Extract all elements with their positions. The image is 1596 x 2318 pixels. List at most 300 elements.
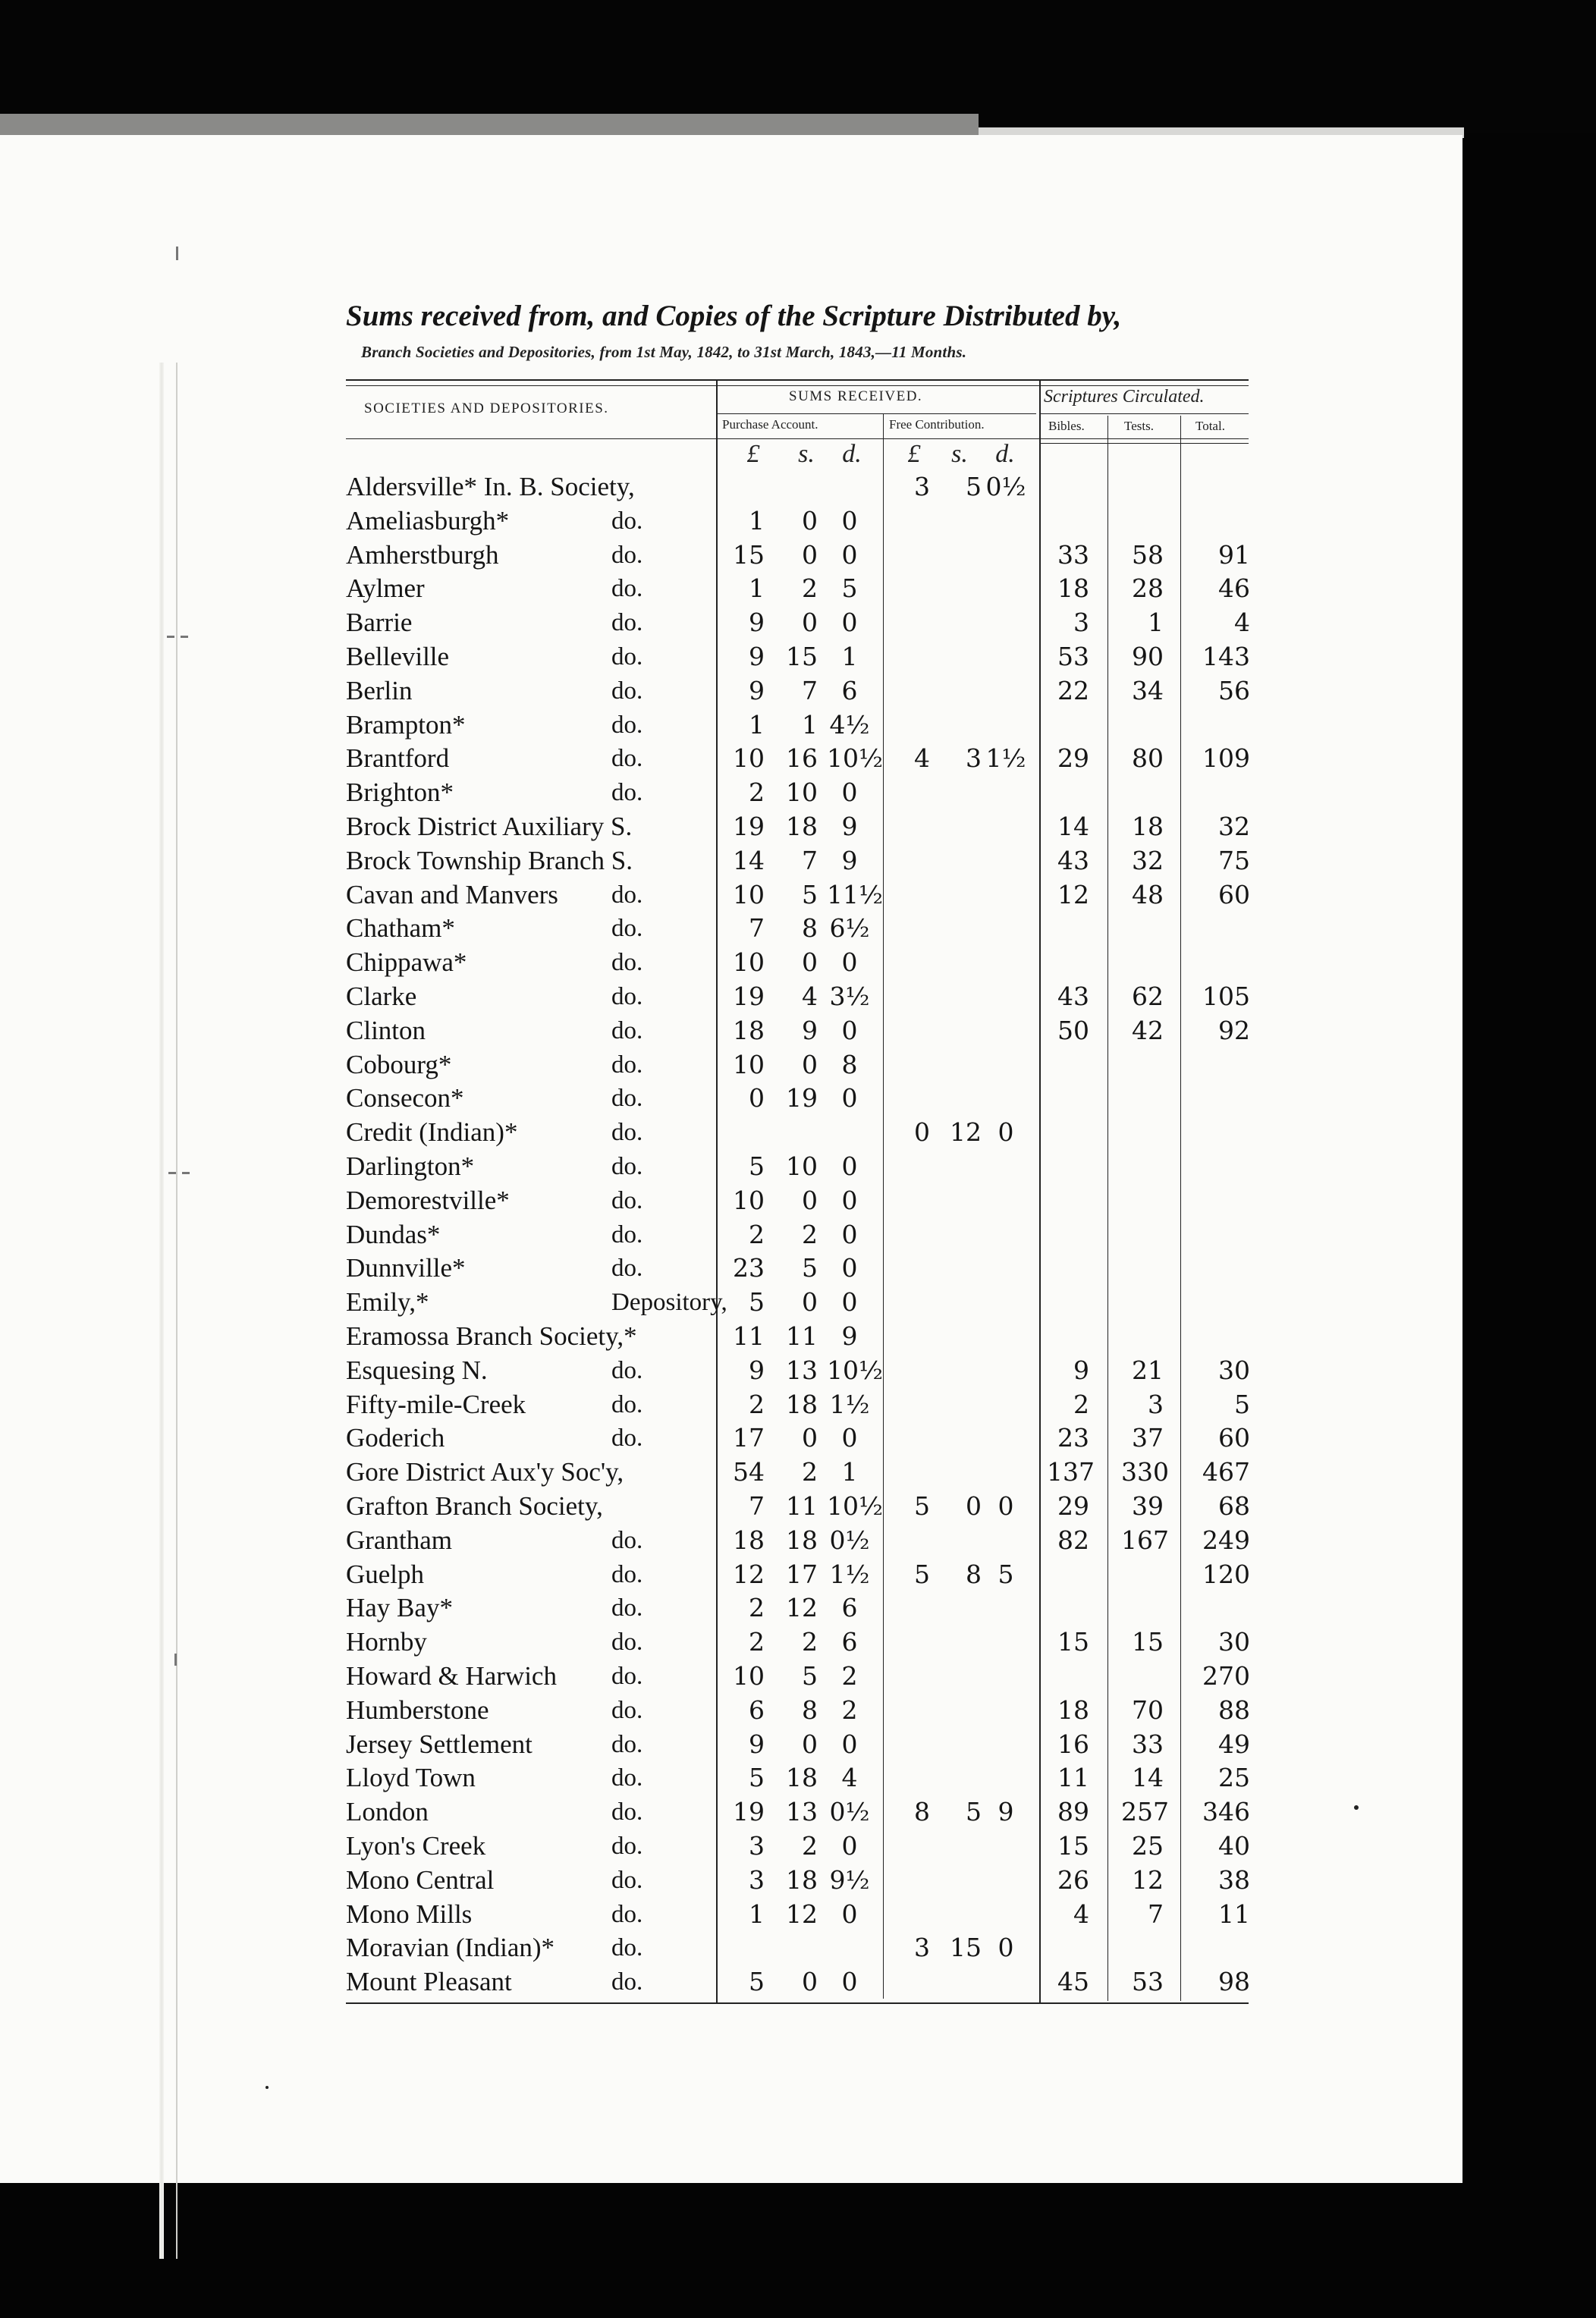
purchase-shillings: 16 <box>786 743 818 774</box>
name: Brock District Auxiliary S. <box>346 812 633 841</box>
tests-count: 32 <box>1132 845 1164 875</box>
header-societies: SOCIETIES AND DEPOSITORIES. <box>364 400 609 416</box>
unit-pence: d. <box>842 440 862 468</box>
table-row <box>0 1625 1462 1659</box>
name: Howard & Harwich <box>346 1661 557 1691</box>
name: Moravian (Indian)* <box>346 1933 555 1963</box>
name: Grafton Branch Society, <box>346 1491 603 1521</box>
purchase-pence: 0 <box>841 1151 858 1181</box>
purchase-shillings: 10 <box>786 1151 818 1181</box>
purchase-shillings: 18 <box>786 1525 818 1555</box>
table-row <box>0 912 1462 945</box>
bibles-count: 33 <box>1057 539 1089 570</box>
table-row <box>0 776 1462 809</box>
purchase-pounds: 1 <box>749 1899 765 1929</box>
bibles-count: 18 <box>1057 573 1089 604</box>
bibles-count: 16 <box>1057 1729 1089 1759</box>
sums-subheader-rule <box>718 413 1036 414</box>
free-pounds: 0 <box>914 1117 930 1148</box>
purchase-shillings: 10 <box>786 777 818 808</box>
purchase-pence: 0 <box>841 1831 858 1861</box>
name: Mono Central <box>346 1864 495 1895</box>
table-row <box>0 1864 1462 1897</box>
bibles-count: 12 <box>1057 879 1089 909</box>
name: Humberstone <box>346 1695 489 1725</box>
name: Amherstburgh <box>346 539 499 570</box>
ditto: Depository, <box>611 1289 727 1317</box>
purchase-pence: 0 <box>841 1015 858 1045</box>
purchase-pounds: 7 <box>749 1491 765 1521</box>
total-count: 11 <box>1218 1899 1250 1929</box>
name: Lloyd Town <box>346 1763 476 1793</box>
name: Hornby <box>346 1627 427 1657</box>
free-shillings: 12 <box>950 1117 982 1148</box>
purchase-pence: 3½ <box>829 982 870 1011</box>
tests-count: 37 <box>1132 1423 1164 1453</box>
purchase-shillings: 15 <box>786 642 818 671</box>
purchase-pence: 9 <box>841 845 858 875</box>
bibles-count: 50 <box>1057 1015 1089 1045</box>
header-free-contribution: Free Contribution. <box>889 417 985 432</box>
tests-count: 28 <box>1132 573 1164 604</box>
bibles-count: 4 <box>1073 1899 1089 1929</box>
table-row <box>0 1116 1462 1149</box>
purchase-pence: 1½ <box>829 1559 870 1589</box>
free-pence: 0 <box>998 1933 1014 1963</box>
purchase-pence: 0 <box>841 1219 858 1249</box>
purchase-pence: 10½ <box>827 1355 883 1385</box>
bibles-count: 9 <box>1073 1355 1089 1385</box>
table-row <box>0 572 1462 605</box>
ditto: do. <box>611 1968 643 1996</box>
purchase-shillings: 0 <box>802 505 818 536</box>
purchase-pounds: 54 <box>733 1457 765 1487</box>
purchase-pounds: 12 <box>733 1559 765 1589</box>
purchase-shillings: 0 <box>802 947 818 978</box>
purchase-pence: 6 <box>841 675 858 705</box>
table-top-rule-thin <box>346 385 1249 386</box>
purchase-pounds: 18 <box>733 1015 765 1045</box>
purchase-pounds: 1 <box>749 709 765 740</box>
name: Clarke <box>346 982 417 1011</box>
name: Aylmer <box>346 573 425 604</box>
purchase-pence: 6 <box>841 1593 858 1623</box>
purchase-shillings: 0 <box>802 1967 818 1997</box>
table-row <box>0 1218 1462 1252</box>
purchase-pence: 0 <box>841 539 858 570</box>
header-sums-received: SUMS RECEIVED. <box>789 388 923 404</box>
purchase-pence: 2 <box>841 1661 858 1691</box>
purchase-pounds: 9 <box>749 675 765 705</box>
table-row <box>0 1558 1462 1591</box>
table-row <box>0 1150 1462 1183</box>
total-count: 88 <box>1218 1695 1250 1725</box>
purchase-pounds: 9 <box>749 1729 765 1759</box>
purchase-pounds: 10 <box>733 1185 765 1215</box>
purchase-shillings: 7 <box>802 845 818 875</box>
ditto: do. <box>611 1900 643 1928</box>
tests-count: 39 <box>1132 1491 1164 1521</box>
purchase-pence: 10½ <box>827 1491 883 1521</box>
ditto: do. <box>611 1560 643 1588</box>
purchase-pence: 1½ <box>829 1389 870 1419</box>
bibles-count: 2 <box>1073 1389 1089 1419</box>
tests-count: 42 <box>1132 1015 1164 1045</box>
total-count: 5 <box>1234 1389 1250 1419</box>
ditto: do. <box>611 949 643 977</box>
table-row <box>0 1660 1462 1693</box>
tests-count: 14 <box>1132 1763 1164 1793</box>
purchase-pounds: 15 <box>733 539 765 570</box>
table-row <box>0 1795 1462 1829</box>
name: Gore District Aux'y Soc'y, <box>346 1457 624 1487</box>
scan-background-top <box>0 0 1596 133</box>
total-count: 143 <box>1202 642 1250 671</box>
purchase-pounds: 7 <box>749 913 765 944</box>
purchase-shillings: 18 <box>786 1864 818 1895</box>
table-row <box>0 1456 1462 1489</box>
name: Brantford <box>346 743 450 774</box>
total-count: 109 <box>1202 743 1250 774</box>
total-count: 30 <box>1218 1627 1250 1657</box>
free-shillings: 0 <box>966 1491 982 1521</box>
total-count: 249 <box>1202 1525 1250 1555</box>
header-purchase-account: Purchase Account. <box>722 417 818 432</box>
total-count: 91 <box>1218 539 1250 570</box>
purchase-pence: 6½ <box>829 913 870 944</box>
tests-count: 18 <box>1132 812 1164 841</box>
purchase-shillings: 17 <box>786 1559 818 1589</box>
purchase-shillings: 0 <box>802 1185 818 1215</box>
ditto: do. <box>611 1526 643 1554</box>
ditto: do. <box>611 1424 643 1453</box>
table-row <box>0 1388 1462 1421</box>
free-pounds: 3 <box>914 472 930 501</box>
purchase-pence: 0 <box>841 1185 858 1215</box>
purchase-pounds: 5 <box>749 1287 765 1318</box>
total-count: 270 <box>1202 1661 1250 1691</box>
name: Chippawa* <box>346 947 467 978</box>
table-row <box>0 946 1462 979</box>
purchase-pounds: 1 <box>749 573 765 604</box>
purchase-shillings: 4 <box>802 982 818 1011</box>
total-count: 60 <box>1218 1423 1250 1453</box>
name: Esquesing N. <box>346 1355 488 1385</box>
purchase-shillings: 5 <box>802 1253 818 1283</box>
purchase-shillings: 0 <box>802 1049 818 1079</box>
table-row <box>0 878 1462 912</box>
total-count: 56 <box>1218 675 1250 705</box>
total-count: 60 <box>1218 879 1250 909</box>
free-shillings: 5 <box>966 1797 982 1827</box>
free-pence: 0 <box>998 1491 1014 1521</box>
purchase-pounds: 23 <box>733 1253 765 1283</box>
margin-mark <box>176 247 178 260</box>
ditto: do. <box>611 983 643 1010</box>
purchase-pounds: 0 <box>749 1083 765 1113</box>
name: Hay Bay* <box>346 1593 453 1623</box>
purchase-shillings: 0 <box>802 608 818 638</box>
table-row <box>0 844 1462 878</box>
purchase-shillings: 11 <box>786 1491 818 1521</box>
tests-count: 3 <box>1148 1389 1164 1419</box>
tests-count: 25 <box>1132 1831 1164 1861</box>
free-pounds: 4 <box>914 743 930 774</box>
purchase-pence: 1 <box>841 642 858 671</box>
ditto: do. <box>611 1153 643 1180</box>
tests-count: 257 <box>1121 1797 1169 1827</box>
table-row <box>0 1320 1462 1353</box>
ditto: do. <box>611 1833 643 1860</box>
table-row <box>0 539 1462 572</box>
unit-shillings: s. <box>798 440 815 468</box>
total-count: 346 <box>1202 1797 1250 1827</box>
purchase-pence: 0½ <box>829 1797 870 1827</box>
total-count: 32 <box>1218 812 1250 841</box>
purchase-shillings: 0 <box>802 1729 818 1759</box>
ditto: do. <box>611 1730 643 1758</box>
name: Fifty-mile-Creek <box>346 1389 526 1419</box>
total-count: 25 <box>1218 1763 1250 1793</box>
table-row <box>0 1931 1462 1965</box>
ditto: do. <box>611 1119 643 1147</box>
purchase-shillings: 12 <box>786 1899 818 1929</box>
ditto: do. <box>611 745 643 773</box>
purchase-pence: 0 <box>841 1729 858 1759</box>
name: Cobourg* <box>346 1049 452 1079</box>
free-pence: 9 <box>998 1797 1014 1827</box>
purchase-pence: 0 <box>841 1287 858 1318</box>
purchase-pence: 0½ <box>829 1525 870 1555</box>
free-shillings: 15 <box>950 1933 982 1963</box>
table-top-rule <box>346 379 1249 381</box>
purchase-pence: 4½ <box>829 709 870 740</box>
tests-count: 80 <box>1132 743 1164 774</box>
purchase-pounds: 19 <box>733 812 765 841</box>
free-pounds: 3 <box>914 1933 930 1963</box>
name: Darlington* <box>346 1151 475 1181</box>
tests-count: 12 <box>1132 1864 1164 1895</box>
header-bottom-rule-right <box>1041 443 1249 444</box>
purchase-shillings: 0 <box>802 1423 818 1453</box>
table-row <box>0 1014 1462 1047</box>
bibles-count: 82 <box>1057 1525 1089 1555</box>
purchase-pounds: 9 <box>749 642 765 671</box>
purchase-shillings: 9 <box>802 1015 818 1045</box>
total-count: 4 <box>1234 608 1250 638</box>
table-row <box>0 606 1462 639</box>
ditto: do. <box>611 881 643 909</box>
purchase-shillings: 2 <box>802 1457 818 1487</box>
table-row <box>0 1286 1462 1319</box>
total-count: 467 <box>1202 1457 1250 1487</box>
bibles-count: 3 <box>1073 608 1089 638</box>
name: Berlin <box>346 675 413 705</box>
ditto: do. <box>611 1220 643 1249</box>
ditto: do. <box>611 1866 643 1894</box>
table-row <box>0 470 1462 504</box>
name: Ameliasburgh* <box>346 505 510 536</box>
purchase-shillings: 2 <box>802 573 818 604</box>
table-row <box>0 1694 1462 1727</box>
name: Mount Pleasant <box>346 1967 512 1997</box>
unit-pence-free: d. <box>995 440 1015 468</box>
bibles-count: 15 <box>1057 1831 1089 1861</box>
unit-shillings-free: s. <box>951 440 968 468</box>
total-count: 49 <box>1218 1729 1250 1759</box>
total-count: 120 <box>1202 1559 1250 1589</box>
table-row <box>0 640 1462 674</box>
header-total: Total. <box>1195 419 1225 433</box>
purchase-pounds: 10 <box>733 743 765 774</box>
name: Goderich <box>346 1423 445 1453</box>
scan-speck <box>265 2086 269 2089</box>
bibles-count: 53 <box>1057 642 1089 671</box>
purchase-shillings: 1 <box>802 709 818 740</box>
purchase-shillings: 13 <box>786 1797 818 1827</box>
purchase-pounds: 17 <box>733 1423 765 1453</box>
bibles-count: 137 <box>1047 1457 1095 1487</box>
tests-count: 21 <box>1132 1355 1164 1385</box>
name: Cavan and Manvers <box>346 879 558 909</box>
bibles-count: 29 <box>1057 1491 1089 1521</box>
purchase-pounds: 2 <box>749 1219 765 1249</box>
purchase-shillings: 0 <box>802 539 818 570</box>
table-row <box>0 980 1462 1013</box>
tests-count: 62 <box>1132 982 1164 1011</box>
purchase-pounds: 5 <box>749 1151 765 1181</box>
purchase-shillings: 18 <box>786 1763 818 1793</box>
header-scriptures-circulated: Scriptures Circulated. <box>1044 387 1205 407</box>
free-shillings: 8 <box>966 1559 982 1589</box>
ditto: do. <box>611 609 643 637</box>
ditto: do. <box>611 1934 643 1962</box>
purchase-pounds: 11 <box>733 1321 765 1351</box>
ditto: do. <box>611 1356 643 1384</box>
bibles-count: 29 <box>1057 743 1089 774</box>
header-bottom-rule <box>346 438 1249 439</box>
table-row <box>0 810 1462 843</box>
table-bottom-rule <box>346 2002 1249 2004</box>
table-row <box>0 674 1462 708</box>
ditto: do. <box>611 507 643 535</box>
purchase-shillings: 18 <box>786 812 818 841</box>
ditto: do. <box>611 1016 643 1044</box>
purchase-pounds: 10 <box>733 947 765 978</box>
purchase-pence: 11½ <box>827 879 883 909</box>
table-row <box>0 708 1462 742</box>
purchase-shillings: 18 <box>786 1389 818 1419</box>
name: Brampton* <box>346 709 466 740</box>
table-row <box>0 1728 1462 1761</box>
bibles-count: 15 <box>1057 1627 1089 1657</box>
total-count: 46 <box>1218 573 1250 604</box>
name: Credit (Indian)* <box>346 1117 518 1148</box>
name: Jersey Settlement <box>346 1729 533 1759</box>
table-row <box>0 742 1462 775</box>
free-pence: 0 <box>998 1117 1014 1148</box>
name: Eramossa Branch Society,* <box>346 1321 637 1351</box>
bibles-count: 22 <box>1057 675 1089 705</box>
free-pence: 5 <box>998 1559 1014 1589</box>
table-row <box>0 1252 1462 1285</box>
total-count: 98 <box>1218 1967 1250 1997</box>
name: Grantham <box>346 1525 452 1555</box>
bibles-count: 14 <box>1057 812 1089 841</box>
name: Belleville <box>346 642 450 671</box>
purchase-pence: 9 <box>841 1321 858 1351</box>
purchase-shillings: 8 <box>802 1695 818 1725</box>
name: Brighton* <box>346 777 454 808</box>
purchase-pence: 5 <box>841 573 858 604</box>
tests-count: 167 <box>1121 1525 1169 1555</box>
ditto: do. <box>611 1390 643 1418</box>
purchase-shillings: 2 <box>802 1219 818 1249</box>
name: Guelph <box>346 1559 425 1589</box>
ditto: do. <box>611 711 643 739</box>
free-pounds: 8 <box>914 1797 930 1827</box>
bibles-count: 23 <box>1057 1423 1089 1453</box>
purchase-pounds: 10 <box>733 1049 765 1079</box>
purchase-pounds: 5 <box>749 1967 765 1997</box>
tests-count: 53 <box>1132 1967 1164 1997</box>
free-pence: 1½ <box>985 743 1026 774</box>
total-count: 75 <box>1218 845 1250 875</box>
total-count: 30 <box>1218 1355 1250 1385</box>
purchase-pounds: 3 <box>749 1864 765 1895</box>
purchase-shillings: 11 <box>786 1321 818 1351</box>
ditto: do. <box>611 1629 643 1657</box>
table-row <box>0 1048 1462 1082</box>
ditto: do. <box>611 1186 643 1214</box>
name: Demorestville* <box>346 1185 510 1215</box>
bibles-count: 18 <box>1057 1695 1089 1725</box>
scriptures-subheader-rule <box>1041 413 1249 414</box>
ditto: do. <box>611 1051 643 1079</box>
purchase-pounds: 6 <box>749 1695 765 1725</box>
header-bibles: Bibles. <box>1048 419 1085 433</box>
bibles-count: 26 <box>1057 1864 1089 1895</box>
purchase-pence: 0 <box>841 947 858 978</box>
purchase-pence: 9 <box>841 812 858 841</box>
name: Dunnville* <box>346 1253 466 1283</box>
free-pence: 0½ <box>985 472 1026 501</box>
bibles-count: 45 <box>1057 1967 1089 1997</box>
unit-pounds: £ <box>746 440 760 468</box>
name: Dundas* <box>346 1219 441 1249</box>
ditto: do. <box>611 1696 643 1724</box>
table-row <box>0 1761 1462 1795</box>
purchase-pence: 0 <box>841 505 858 536</box>
purchase-pence: 10½ <box>827 743 883 774</box>
purchase-shillings: 8 <box>802 913 818 944</box>
purchase-pounds: 3 <box>749 1831 765 1861</box>
purchase-pence: 9½ <box>829 1864 870 1895</box>
ditto: do. <box>611 1594 643 1622</box>
table-row <box>0 1184 1462 1217</box>
name: Mono Mills <box>346 1899 473 1929</box>
ditto: do. <box>611 779 643 807</box>
total-count: 92 <box>1218 1015 1250 1045</box>
purchase-pence: 2 <box>841 1695 858 1725</box>
bibles-count: 43 <box>1057 845 1089 875</box>
ditto: do. <box>611 1085 643 1113</box>
tests-count: 48 <box>1132 879 1164 909</box>
table-row <box>0 1082 1462 1115</box>
tests-count: 1 <box>1148 608 1164 638</box>
tests-count: 34 <box>1132 675 1164 705</box>
ditto: do. <box>611 915 643 943</box>
